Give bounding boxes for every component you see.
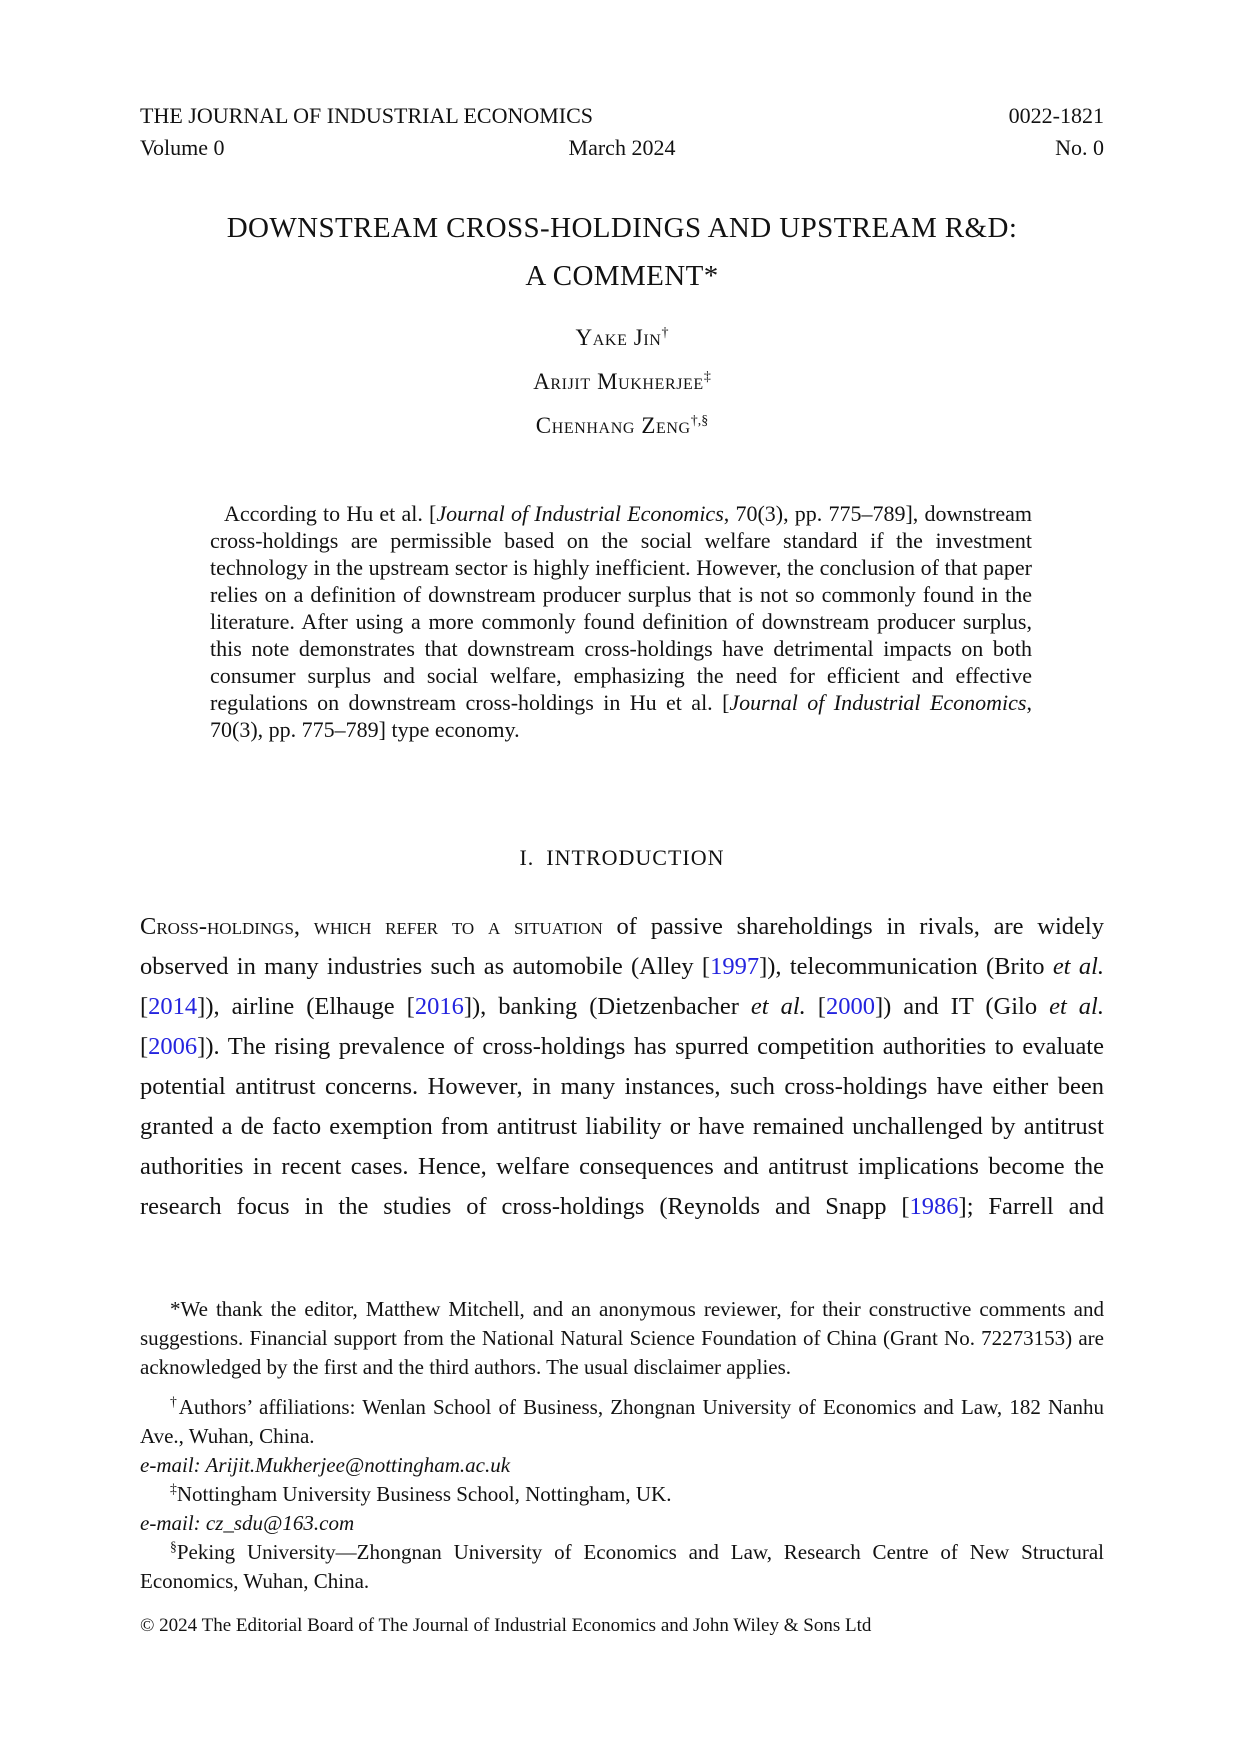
text-segment: , 70(3), pp. 775–789] type economy.: [210, 690, 1032, 742]
text-segment: [: [805, 993, 826, 1020]
author-list: [140, 316, 1104, 448]
introduction-paragraph: [140, 907, 1104, 1227]
author-name: Arijit Mukherjee: [533, 369, 704, 394]
text-segment: Journal of Industrial Economics: [436, 501, 724, 526]
journal-issue-number: No. 0: [1055, 135, 1104, 160]
footnote-email-zeng: [140, 1509, 1104, 1538]
text-segment: ]), airline (Elhauge [: [197, 993, 415, 1020]
author-affiliation-marker: †,§: [690, 413, 709, 429]
text-segment: Peking University—Zhongnan University of Economics and Law, Research Centre of New Structural Economics, Wuhan, China.: [140, 1540, 1104, 1593]
text-segment: Cross-holdings, which refer to a situation: [140, 913, 603, 940]
article-title-line-2: A COMMENT*: [525, 260, 719, 292]
text-segment: et al.: [1052, 953, 1104, 980]
footnote-marker: †: [170, 1394, 179, 1409]
citation-year-link[interactable]: 1986: [909, 1193, 959, 1220]
article-title: [140, 204, 1104, 300]
author-yake-jin: [140, 316, 1104, 360]
copyright-line: © 2024 The Editorial Board of The Journal of Industrial Economics and John Wiley & Sons Ltd: [140, 1615, 872, 1636]
text-segment: ]; Farrell and: [958, 1193, 1104, 1220]
text-segment: ]), telecommunication (Brito: [759, 953, 1053, 980]
abstract-paragraph: [210, 500, 1032, 743]
text-segment: ]) and IT (Gilo: [874, 993, 1050, 1020]
citation-year-link[interactable]: 1997: [710, 953, 760, 980]
journal-issn: 0022-1821: [1008, 103, 1104, 128]
footnote-affiliation-dagger: [140, 1393, 1104, 1451]
text-segment: ]), banking (Dietzenbacher: [463, 993, 751, 1020]
text-segment: [: [140, 993, 149, 1020]
text-segment: Nottingham University Business School, Nottingham, UK.: [176, 1482, 672, 1506]
author-chenhang-zeng: [140, 404, 1104, 448]
journal-header: [140, 100, 1104, 164]
article-title-line-1: DOWNSTREAM CROSS-HOLDINGS AND UPSTREAM R&D:: [226, 212, 1018, 244]
footnote-marker: §: [170, 1539, 177, 1554]
citation-year-link[interactable]: 2014: [148, 993, 198, 1020]
text-segment: ]). The rising prevalence of cross-holdings has spurred competition authorities to evaluate potential antitrust concerns. However, in many instances, such cross-holdings have either been granted a de facto exemption from antitrust liability or have remained unchallenged by antitrust authorities in recent cases. Hence, welfare consequences and antitrust implications become the research focus in the studies of cross-holdings (Reynolds and Snapp [: [140, 1033, 1104, 1220]
footnote-email-mukherjee: [140, 1451, 1104, 1480]
text-segment: of passive shareholdings in rivals, are widely observed in many industries such as automobile (Alley [: [140, 913, 1104, 980]
journal-name: THE JOURNAL OF INDUSTRIAL ECONOMICS: [140, 103, 594, 128]
text-segment: According to Hu et al. [: [224, 501, 437, 526]
author-name: Chenhang Zeng: [535, 413, 691, 438]
citation-year-link[interactable]: 2000: [825, 993, 875, 1020]
author-affiliation-marker: ‡: [703, 369, 711, 385]
text-segment: Journal of Industrial Economics: [729, 690, 1027, 715]
text-segment: et al.: [1049, 993, 1104, 1020]
author-affiliation-marker: †: [661, 325, 669, 341]
author-name: Yake Jin: [575, 325, 662, 350]
text-segment: Authors’ affiliations: Wenlan School of Business, Zhongnan University of Economics and Law, 182 Nanhu Ave., Wuhan, China.: [140, 1395, 1104, 1448]
section-heading-introduction: I. INTRODUCTION: [519, 845, 725, 870]
citation-year-link[interactable]: 2006: [148, 1033, 198, 1060]
journal-header-row-2: [140, 132, 1104, 164]
journal-volume: Volume 0: [140, 135, 225, 160]
text-segment: et al.: [750, 993, 806, 1020]
text-segment: *We thank the editor, Matthew Mitchell, and an anonymous reviewer, for their constructive comments and suggestions. Financial support from the National Natural Science Foundation of China (Grant No. 72273153) are acknowledged by the first and the third authors. The usual disclaimer applies.: [140, 1297, 1104, 1379]
footnote-affiliation-section: [140, 1538, 1104, 1596]
text-segment: e-mail: Arijit.Mukherjee@nottingham.ac.uk: [140, 1453, 511, 1477]
citation-year-link[interactable]: 2016: [414, 993, 464, 1020]
text-segment: [: [140, 1033, 149, 1060]
footnotes-block: [140, 1295, 1104, 1639]
journal-issue-date: March 2024: [568, 135, 676, 160]
text-segment: e-mail: cz_sdu@163.com: [140, 1511, 355, 1535]
author-arijit-mukherjee: [140, 360, 1104, 404]
footnote-affiliation-double-dagger: [140, 1480, 1104, 1509]
text-segment: , 70(3), pp. 775–789], downstream cross-holdings are permissible based on the social welfare standard if the investment technology in the upstream sector is highly inefficient. However, the conclusion of that paper relies on a definition of downstream producer surplus that is not so commonly found in the literature. After using a more commonly found definition of downstream producer surplus, this note demonstrates that downstream cross-holdings have detrimental impacts on both consumer surplus and social welfare, emphasizing the need for efficient and effective regulations on downstream cross-holdings in Hu et al. [: [210, 501, 1032, 715]
footnote-acknowledgements: [140, 1295, 1104, 1382]
footnote-marker: ‡: [170, 1481, 177, 1496]
journal-header-row-1: [140, 100, 1104, 132]
